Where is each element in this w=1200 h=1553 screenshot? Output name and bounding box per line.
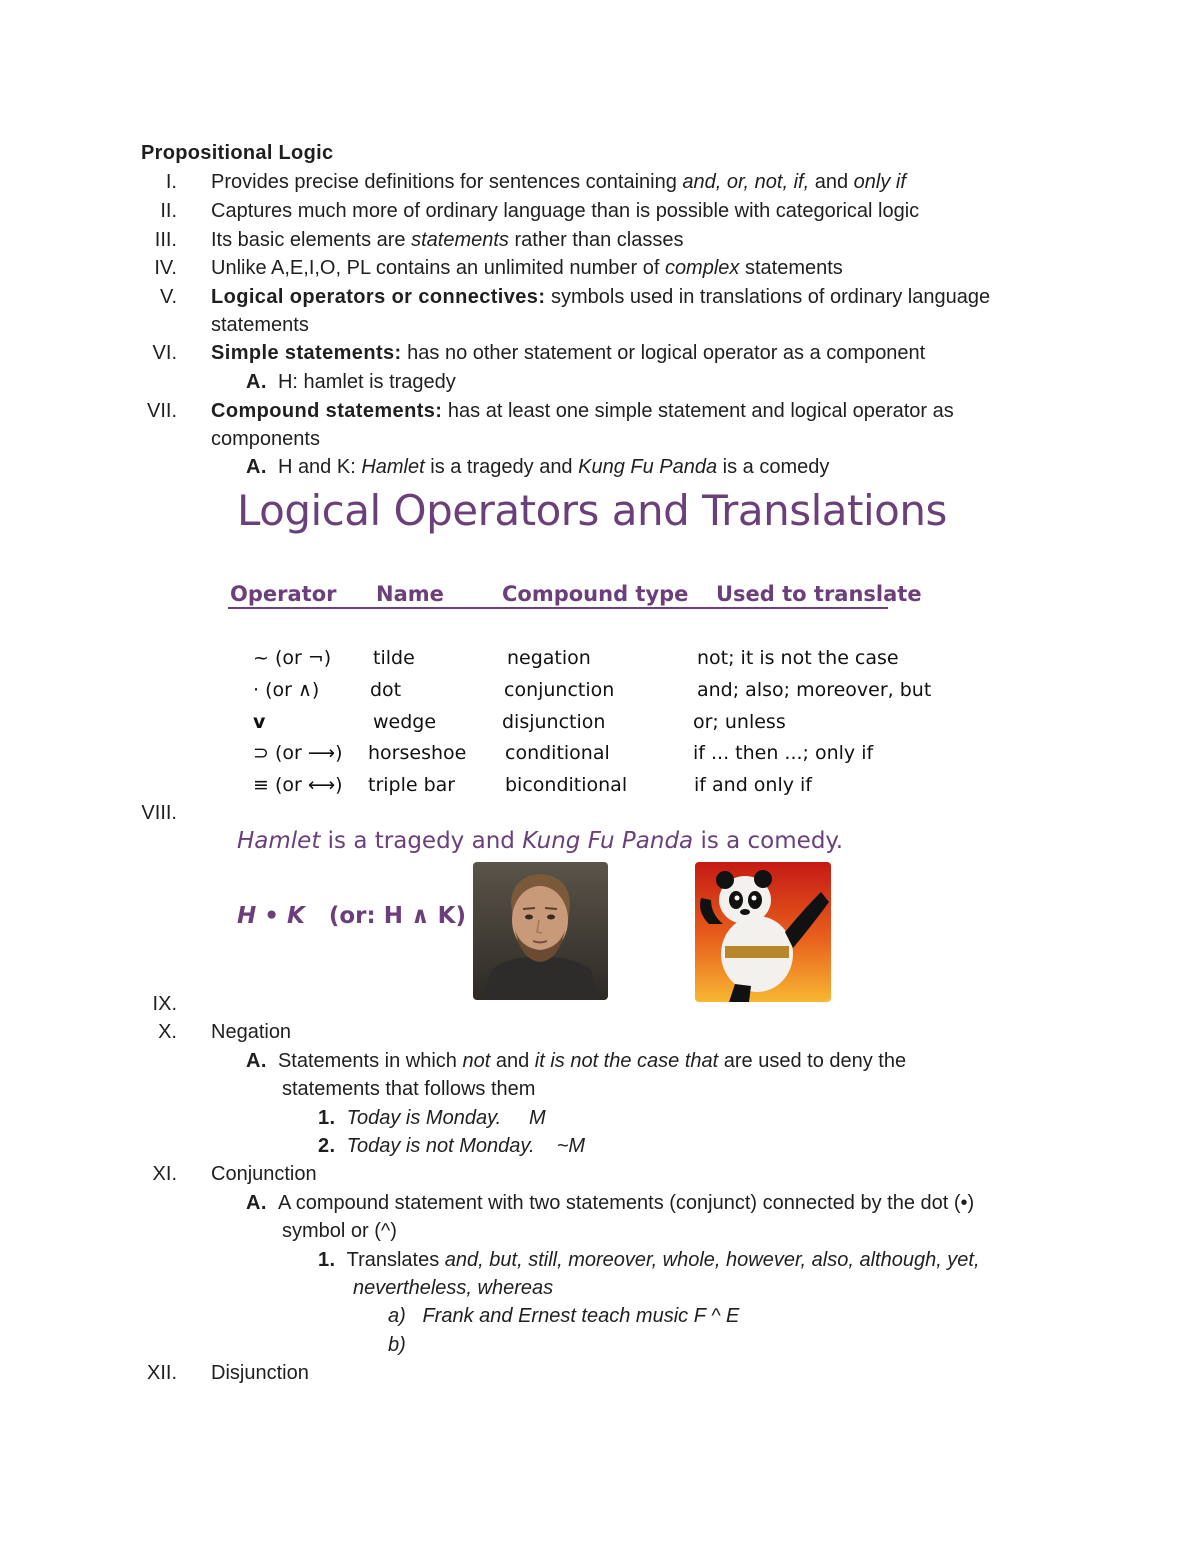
table-cell: if and only if: [694, 774, 812, 796]
example-item: 1. Translates and, but, still, moreover, whole, however, also, although, yet,: [318, 1249, 980, 1271]
item-number: II.: [160, 200, 177, 222]
item-number: I.: [165, 171, 177, 193]
table-cell: or; unless: [693, 711, 786, 733]
item-text: Its basic elements are statements rather than classes: [211, 229, 684, 251]
table-cell: v: [253, 711, 266, 733]
item-number: V.: [159, 286, 177, 308]
item-text: Simple statements: has no other statement or logical operator as a component: [211, 342, 926, 364]
table-header-used-to-translate: Used to translate: [716, 582, 922, 606]
table-header-compound-type: Compound type: [502, 582, 689, 606]
sub-item-continuation: statements that follows them: [282, 1078, 536, 1100]
table-header-operator: Operator: [230, 582, 337, 606]
table-cell: not; it is not the case: [697, 647, 899, 669]
item-text: Logical operators or connectives: symbols used in translations of ordinary language: [211, 286, 991, 308]
kung-fu-panda-image: [695, 862, 831, 1002]
table-cell: ⊃ (or ⟶): [253, 742, 343, 764]
item-number: VII.: [146, 400, 177, 422]
item-number: VI.: [152, 342, 177, 364]
sub-item-continuation: symbol or (^): [282, 1220, 397, 1242]
item-text: Disjunction: [211, 1362, 309, 1384]
item-text: Unlike A,E,I,O, PL contains an unlimited number of complex statements: [211, 257, 843, 279]
example-item: 2. Today is not Monday. ~M: [318, 1135, 586, 1157]
item-text: Conjunction: [211, 1163, 317, 1185]
table-cell: conjunction: [504, 679, 615, 701]
slide-example-formula: H • K (or: H ∧ K): [237, 903, 466, 929]
table-cell: dot: [370, 679, 402, 701]
table-cell: ≡ (or ⟷): [253, 774, 343, 796]
document-title: Propositional Logic: [141, 142, 334, 164]
sub-item: A. H and K: Hamlet is a tragedy and Kung Fu Panda is a comedy: [246, 456, 830, 478]
table-header-name: Name: [376, 582, 444, 606]
slide-title: Logical Operators and Translations: [237, 486, 947, 535]
item-text: Captures much more of ordinary language than is possible with categorical logic: [211, 200, 920, 222]
table-cell: · (or ∧): [253, 679, 320, 701]
table-cell: conditional: [505, 742, 610, 764]
item-number: XI.: [152, 1163, 177, 1185]
item-text: Compound statements: has at least one simple statement and logical operator as: [211, 400, 954, 422]
hamlet-portrait-image: [473, 862, 608, 1000]
table-cell: negation: [507, 647, 591, 669]
item-number: XII.: [146, 1362, 177, 1384]
table-cell: and; also; moreover, but: [697, 679, 932, 701]
item-text-continuation: components: [211, 428, 320, 450]
example-item-continuation: nevertheless, whereas: [353, 1277, 554, 1299]
sub-item: A. H: hamlet is tragedy: [246, 371, 456, 393]
table-cell: ~ (or ¬): [253, 647, 332, 669]
table-cell: tilde: [373, 647, 415, 669]
slide-example-sentence: Hamlet is a tragedy and Kung Fu Panda is a comedy.: [237, 828, 844, 854]
item-number: IX.: [152, 993, 177, 1015]
example-item: 1. Today is Monday. M: [318, 1107, 546, 1129]
table-cell: disjunction: [502, 711, 606, 733]
sub-item: A. Statements in which not and it is not the case that are used to deny the: [246, 1050, 907, 1072]
example-subitem: a) Frank and Ernest teach music F ^ E: [388, 1305, 740, 1327]
table-header-rule: [228, 607, 888, 609]
table-cell: horseshoe: [368, 742, 467, 764]
item-number: III.: [154, 229, 177, 251]
item-number: VIII.: [141, 802, 177, 824]
table-cell: triple bar: [368, 774, 456, 796]
example-subitem: b): [388, 1334, 406, 1356]
sub-item: A. A compound statement with two statements (conjunct) connected by the dot (•): [246, 1192, 975, 1214]
item-number: X.: [158, 1021, 177, 1043]
item-text: Negation: [211, 1021, 292, 1043]
table-cell: if ... then ...; only if: [693, 742, 874, 764]
item-number: IV.: [154, 257, 177, 279]
table-cell: biconditional: [505, 774, 628, 796]
item-text-continuation: statements: [211, 314, 309, 336]
item-text: Provides precise definitions for sentences containing and, or, not, if, and only if: [211, 171, 906, 193]
table-cell: wedge: [373, 711, 437, 733]
